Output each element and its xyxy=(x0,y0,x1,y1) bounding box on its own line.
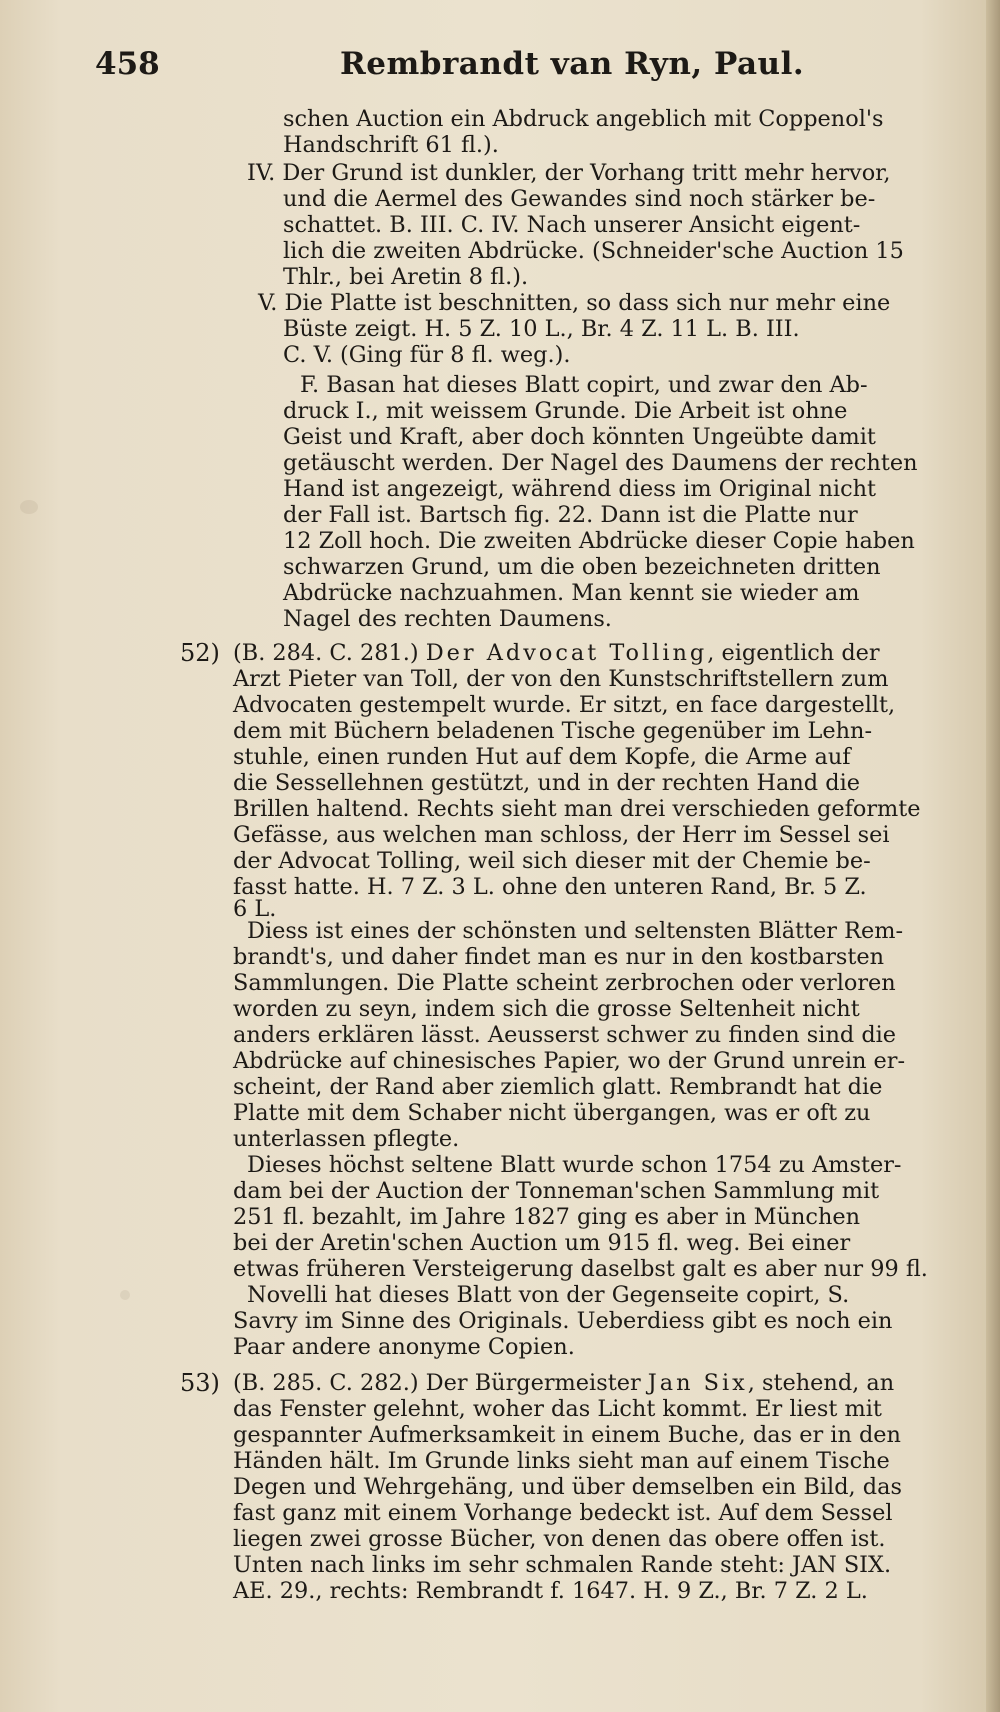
text-line xyxy=(233,640,880,666)
text-line: fast ganz mit einem Vorhange bedeckt ist. Auf dem Sessel xyxy=(233,1500,893,1526)
text-line: Sammlungen. Die Platte scheint zerbrochen oder verloren xyxy=(233,970,896,996)
text-line: der Fall ist. Bartsch fig. 22. Dann ist die Platte nur xyxy=(283,502,858,528)
text-line: fasst hatte. H. 7 Z. 3 L. ohne den unteren Rand, Br. 5 Z. xyxy=(233,874,867,900)
text-line: scheint, der Rand aber ziemlich glatt. Rembrandt hat die xyxy=(233,1074,883,1100)
text-line: Abdrücke auf chinesisches Papier, wo der Grund unrein er- xyxy=(233,1048,906,1074)
spaced-title: Jan Six xyxy=(647,1370,748,1396)
text-line: stuhle, einen runden Hut auf dem Kopfe, die Arme auf xyxy=(233,744,851,770)
text-line: Diess ist eines der schönsten und seltensten Blätter Rem- xyxy=(247,918,904,944)
text-line: C. V. (Ging für 8 fl. weg.). xyxy=(283,342,571,368)
page-number: 458 xyxy=(95,46,160,82)
text-line: getäuscht werden. Der Nagel des Daumens der rechten xyxy=(283,450,918,476)
text-line: Nagel des rechten Daumens. xyxy=(283,606,612,632)
text-line: Gefässe, aus welchen man schloss, der Herr im Sessel sei xyxy=(233,822,890,848)
text-line: anders erklären lässt. Aeusserst schwer zu finden sind die xyxy=(233,1022,897,1048)
text-line: Degen und Wehrgehäng, und über demselben ein Bild, das xyxy=(233,1474,902,1500)
text-line: bei der Aretin'schen Auction um 915 fl. weg. Bei einer xyxy=(233,1230,851,1256)
text-line: Advocaten gestempelt wurde. Er sitzt, en face dargestellt, xyxy=(233,692,896,718)
text-line: Thlr., bei Aretin 8 fl.). xyxy=(283,264,529,290)
text-line: Hand ist angezeigt, während diess im Original nicht xyxy=(283,476,877,502)
catalogue-reference: (B. 284. C. 281.) xyxy=(233,640,419,666)
text-line: Paar andere anonyme Copien. xyxy=(233,1334,575,1360)
text-line: dem mit Büchern beladenen Tische gegenüber im Lehn- xyxy=(233,718,873,744)
text-line xyxy=(233,1370,894,1396)
text-line: liegen zwei grosse Bücher, von denen das obere offen ist. xyxy=(233,1526,886,1552)
catalogue-reference: (B. 285. C. 282.) Der Bürgermeister xyxy=(233,1370,641,1396)
text-line: V. Die Platte ist beschnitten, so dass sich nur mehr eine xyxy=(258,290,891,316)
text-line: IV. Der Grund ist dunkler, der Vorhang tritt mehr hervor, xyxy=(247,160,891,186)
text-line: Platte mit dem Schaber nicht übergangen, was er oft zu xyxy=(233,1100,871,1126)
text-line: schen Auction ein Abdruck angeblich mit Coppenol's xyxy=(283,106,884,132)
page-edge-shadow xyxy=(986,0,1000,1712)
text-line: Brillen haltend. Rechts sieht man drei verschieden geformte xyxy=(233,796,921,822)
text-line: der Advocat Tolling, weil sich dieser mit der Chemie be- xyxy=(233,848,871,874)
text-line: brandt's, und daher findet man es nur in den kostbarsten xyxy=(233,944,885,970)
text-line: Savry im Sinne des Originals. Ueberdiess gibt es noch ein xyxy=(233,1308,893,1334)
text-line: etwas früheren Versteigerung daselbst galt es aber nur 99 fl. xyxy=(233,1256,928,1282)
text-line: Novelli hat dieses Blatt von der Gegenseite copirt, S. xyxy=(247,1282,850,1308)
text-line: dam bei der Auction der Tonneman'schen Sammlung mit xyxy=(233,1178,880,1204)
text-line: Händen hält. Im Grunde links sieht man auf einem Tische xyxy=(233,1448,890,1474)
running-head-title: Rembrandt van Ryn, Paul. xyxy=(340,46,805,82)
text-line: worden zu seyn, indem sich die grosse Seltenheit nicht xyxy=(233,996,860,1022)
text-line: Büste zeigt. H. 5 Z. 10 L., Br. 4 Z. 11 L. B. III. xyxy=(283,316,800,342)
text-line: gespannter Aufmerksamkeit in einem Buche, das er in den xyxy=(233,1422,901,1448)
text-line: Dieses höchst seltene Blatt wurde schon 1754 zu Amster- xyxy=(247,1152,902,1178)
line-continuation: , stehend, an xyxy=(747,1370,895,1396)
text-line: AE. 29., rechts: Rembrandt f. 1647. H. 9 Z., Br. 7 Z. 2 L. xyxy=(233,1578,868,1604)
entry-number: 53) xyxy=(180,1369,220,1397)
text-line: 12 Zoll hoch. Die zweiten Abdrücke dieser Copie haben xyxy=(283,528,915,554)
running-head xyxy=(95,44,915,84)
entry-number: 52) xyxy=(180,639,220,667)
paper-stain xyxy=(120,1290,130,1300)
text-line: das Fenster gelehnt, woher das Licht kommt. Er liest mit xyxy=(233,1396,882,1422)
text-line: unterlassen pflegte. xyxy=(233,1126,460,1152)
text-line: Geist und Kraft, aber doch könnten Ungeübte damit xyxy=(283,424,876,450)
text-line: Unten nach links im sehr schmalen Rande steht: JAN SIX. xyxy=(233,1552,892,1578)
text-line: Arzt Pieter van Toll, der von den Kunstschriftstellern zum xyxy=(233,666,889,692)
text-line: Abdrücke nachzuahmen. Man kennt sie wieder am xyxy=(283,580,860,606)
text-line: Handschrift 61 fl.). xyxy=(283,132,499,158)
text-line: F. Basan hat dieses Blatt copirt, und zwar den Ab- xyxy=(300,372,868,398)
text-line: 251 fl. bezahlt, im Jahre 1827 ging es aber in München xyxy=(233,1204,861,1230)
paper-stain xyxy=(20,500,38,514)
text-line: lich die zweiten Abdrücke. (Schneider'sche Auction 15 xyxy=(283,238,904,264)
line-continuation: , eigentlich der xyxy=(707,640,880,666)
text-line: schwarzen Grund, um die oben bezeichneten dritten xyxy=(283,554,881,580)
text-line: schattet. B. III. C. IV. Nach unserer Ansicht eigent- xyxy=(283,212,861,238)
text-line: und die Aermel des Gewandes sind noch stärker be- xyxy=(283,186,876,212)
spaced-title: Der Advocat Tolling xyxy=(425,640,708,666)
text-line: die Sessellehnen gestützt, und in der rechten Hand die xyxy=(233,770,860,796)
text-line: druck I., mit weissem Grunde. Die Arbeit ist ohne xyxy=(283,398,848,424)
text-line: 6 L. xyxy=(233,896,277,922)
